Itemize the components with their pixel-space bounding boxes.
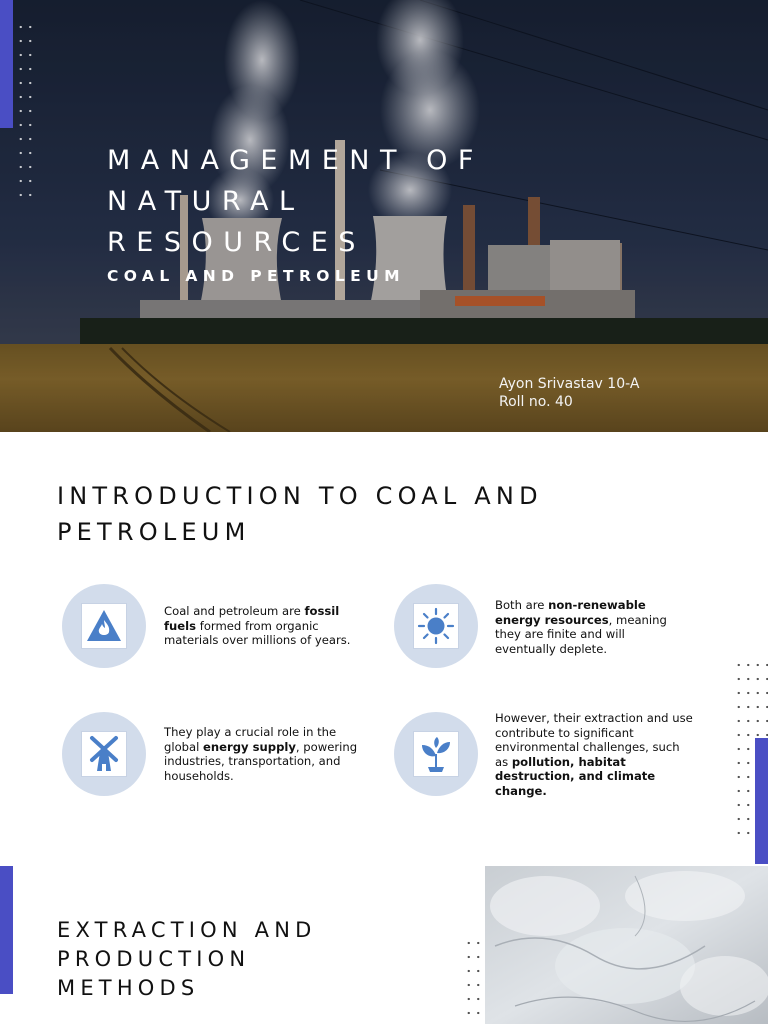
title-line: PRODUCTION (57, 947, 251, 971)
dot-pattern (16, 20, 36, 206)
card-text-emphasis: pollution, habitat destruction, and climate change. (495, 754, 656, 798)
accent-bar (755, 738, 768, 864)
windmill-icon (81, 731, 127, 777)
author-name: Ayon Srivastav 10-A (499, 376, 640, 392)
title-slide (0, 0, 768, 432)
title-line: INTRODUCTION TO COAL AND (57, 482, 543, 510)
card-text-segment: However, their extraction and use contribute to significant environmental challenges, such as (495, 711, 693, 769)
plant-icon (413, 731, 459, 777)
icon-circle (62, 712, 146, 796)
extraction-slide (0, 864, 768, 1024)
presentation-title (107, 140, 484, 263)
icon-circle (62, 584, 146, 668)
presentation-subtitle: COAL AND PETROLEUM (107, 267, 405, 285)
icon-circle (394, 584, 478, 668)
card-text (164, 604, 364, 648)
card-text-emphasis: energy supply (203, 739, 296, 754)
card-text-emphasis: fossil fuels (164, 604, 340, 633)
title-line: RESOURCES (107, 227, 366, 258)
title-line: MANAGEMENT OF (107, 145, 484, 176)
fire-warning-icon (81, 603, 127, 649)
title-block (107, 140, 484, 285)
roll-number: Roll no. 40 (499, 394, 573, 410)
title-line: NATURAL (107, 186, 305, 217)
section-title (57, 916, 317, 1003)
card-text (164, 725, 369, 783)
card-text-segment: They play a crucial role in the global (164, 725, 337, 754)
introduction-slide (0, 432, 768, 864)
card-text-segment: Coal and petroleum are (164, 604, 305, 618)
card-text-segment: , meaning they are finite and will eventually deplete. (495, 612, 667, 656)
icon-circle (394, 712, 478, 796)
accent-bar (0, 866, 13, 994)
accent-bar (0, 0, 13, 128)
card-text-segment: Both are (495, 598, 549, 612)
dot-pattern (464, 936, 484, 1024)
rock-texture-image (485, 866, 768, 1024)
author-info (499, 375, 639, 411)
section-title (57, 478, 657, 550)
card-text (495, 598, 681, 656)
title-line: PETROLEUM (57, 518, 251, 546)
card-text-segment: , powering industries, transportation, and households. (164, 739, 358, 783)
card-text (495, 711, 693, 799)
card-text-emphasis: non-renewable energy resources (495, 598, 646, 627)
title-line: EXTRACTION AND (57, 918, 317, 942)
title-line: METHODS (57, 976, 200, 1000)
card-text-segment: formed from organic materials over millions of years. (164, 618, 351, 648)
sun-icon (413, 603, 459, 649)
